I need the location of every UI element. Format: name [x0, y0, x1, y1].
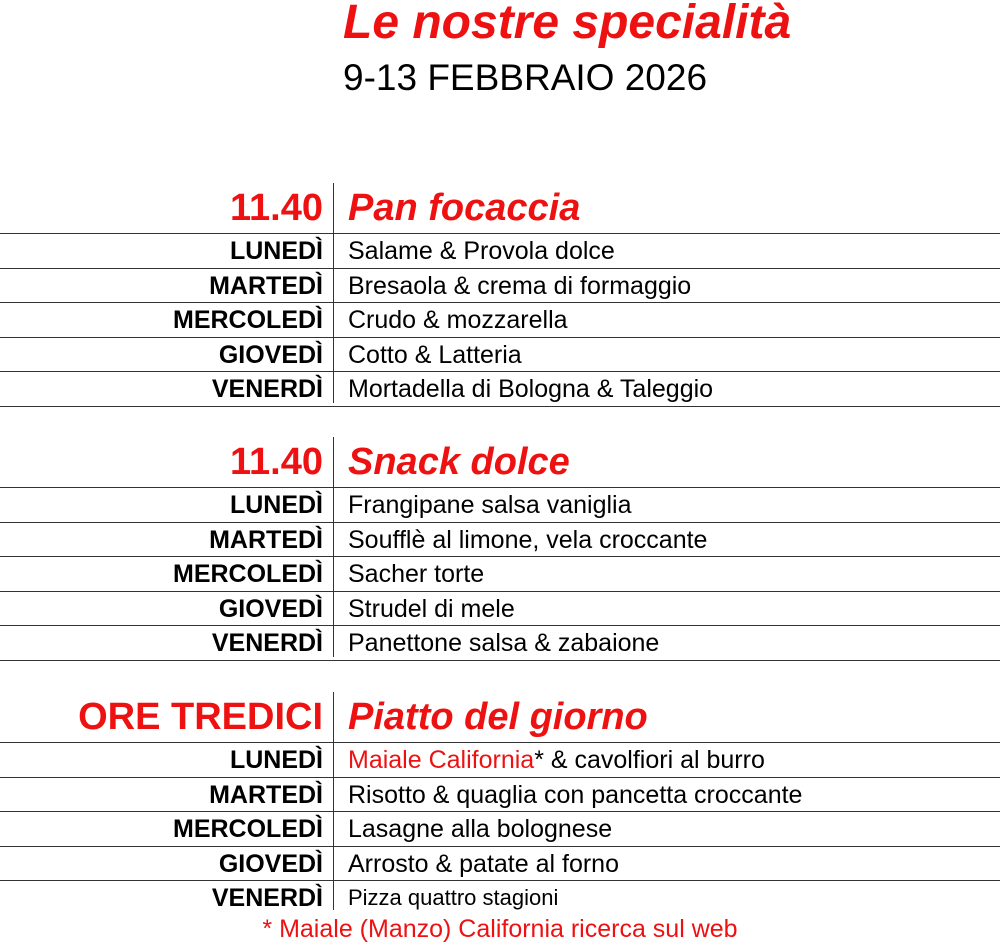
day-label: LUNEDÌ	[229, 746, 323, 774]
menu-row	[0, 372, 1000, 407]
menu-row	[0, 269, 1000, 304]
day-label: VENERDÌ	[211, 629, 323, 657]
section-header	[0, 183, 1000, 234]
section-name: Pan focaccia	[348, 187, 581, 229]
dish-name: Panettone salsa & zabaione	[348, 629, 660, 657]
menu-row	[0, 234, 1000, 269]
dish-name: Arrosto & patate al forno	[348, 849, 619, 878]
dish-name: Salame & Provola dolce	[348, 237, 615, 265]
dish-name: Lasagne alla bolognese	[348, 815, 613, 843]
day-label: MERCOLEDÌ	[173, 815, 323, 843]
dish-name: Bresaola & crema di formaggio	[348, 271, 692, 300]
dish-name: Crudo & mozzarella	[348, 306, 568, 334]
day-label: VENERDÌ	[211, 884, 323, 912]
day-label: GIOVEDÌ	[218, 594, 323, 623]
dish-name: Strudel di mele	[348, 594, 515, 623]
day-label: LUNEDÌ	[229, 237, 323, 265]
dish-name: Sacher torte	[348, 560, 485, 588]
day-label: MERCOLEDÌ	[173, 560, 323, 588]
dish-name	[348, 745, 765, 775]
menu-row	[0, 488, 1000, 523]
section-snack-dolce	[0, 437, 1000, 661]
menu-row	[0, 778, 1000, 813]
menu-row	[0, 338, 1000, 373]
section-piatto-del-giorno	[0, 692, 1000, 915]
section-time: ORE TREDICI	[78, 696, 323, 738]
section-time: 11.40	[230, 441, 323, 483]
dish-highlight: Maiale California	[348, 746, 535, 774]
menu-row	[0, 592, 1000, 627]
menu-row	[0, 812, 1000, 847]
day-label: MARTEDÌ	[209, 780, 323, 809]
menu-row	[0, 847, 1000, 882]
menu-row	[0, 743, 1000, 778]
section-name: Piatto del giorno	[348, 696, 648, 738]
dish-name: Risotto & quaglia con pancetta croccante	[348, 780, 803, 809]
day-label: MARTEDÌ	[209, 525, 323, 554]
menu-row	[0, 626, 1000, 661]
menu-row	[0, 557, 1000, 592]
day-label: LUNEDÌ	[229, 491, 323, 519]
day-label: GIOVEDÌ	[218, 340, 323, 369]
dish-name: Pizza quattro stagioni	[348, 885, 559, 910]
menu-row	[0, 881, 1000, 915]
section-time: 11.40	[230, 187, 323, 229]
dish-name: Soufflè al limone, vela croccante	[348, 525, 708, 554]
dish-name: Mortadella di Bologna & Taleggio	[348, 375, 714, 403]
day-label: VENERDÌ	[211, 375, 323, 403]
menu-row	[0, 303, 1000, 338]
dish-name: Frangipane salsa vaniglia	[348, 491, 632, 519]
dish-name: Cotto & Latteria	[348, 340, 522, 369]
section-header	[0, 437, 1000, 488]
menu-title: Le nostre specialità	[343, 0, 792, 49]
menu-row	[0, 523, 1000, 558]
date-range: 9-13 FEBBRAIO 2026	[343, 57, 708, 98]
day-label: MARTEDÌ	[209, 271, 323, 300]
section-header	[0, 692, 1000, 743]
dish-rest: * & cavolfiori al burro	[534, 746, 765, 774]
section-pan-focaccia	[0, 183, 1000, 407]
day-label: MERCOLEDÌ	[173, 306, 323, 334]
day-label: GIOVEDÌ	[218, 849, 323, 878]
section-name: Snack dolce	[348, 441, 570, 483]
footnote: * Maiale (Manzo) California ricerca sul web	[262, 915, 738, 943]
